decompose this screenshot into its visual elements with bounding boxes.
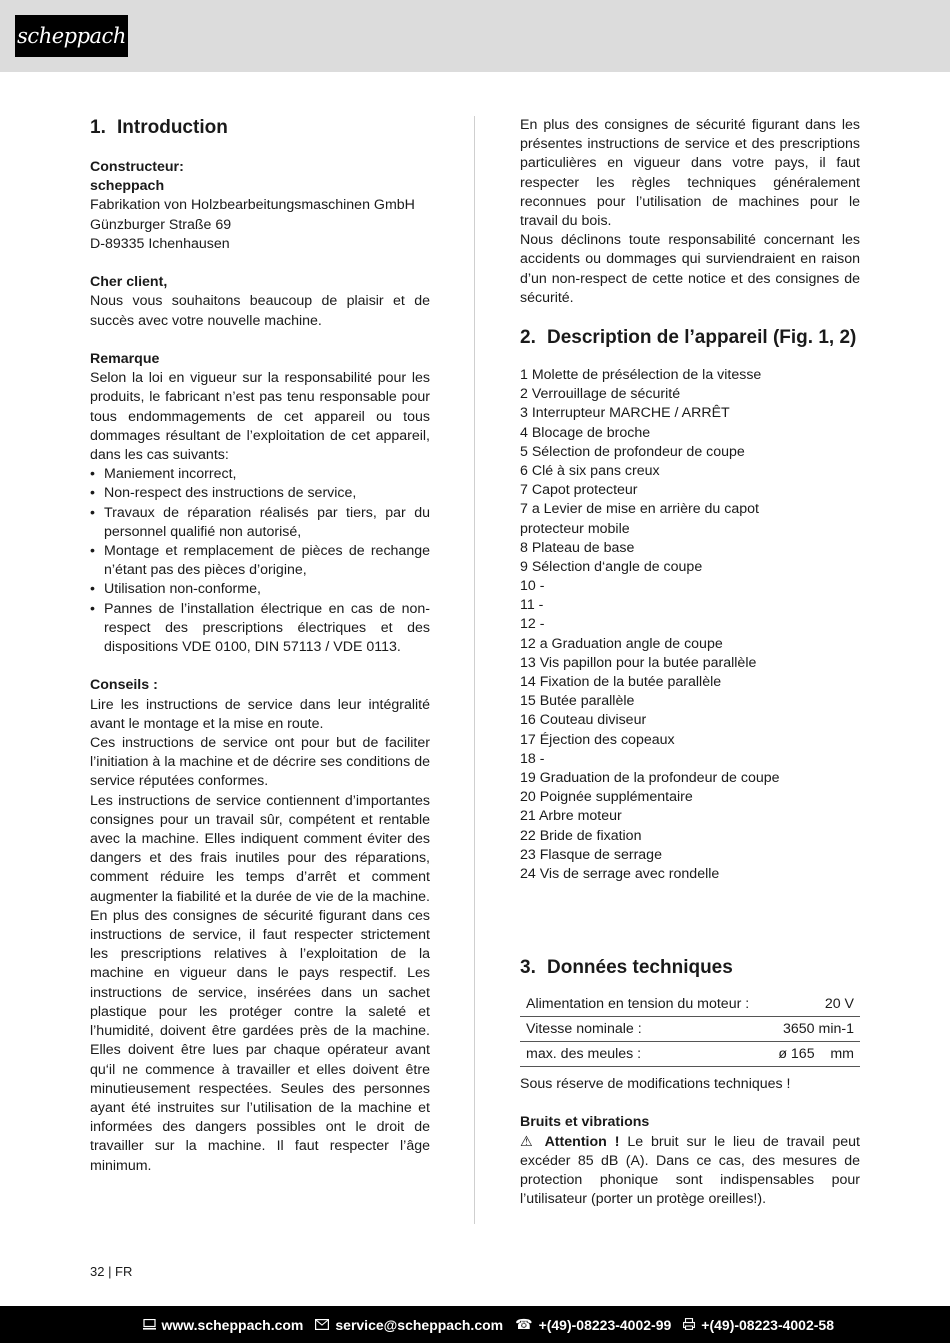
list-item: 20 Poignée supplémentaire [520,789,693,806]
page-number: 32 | FR [90,1264,133,1279]
client-text: Nous vous souhaitons beaucoup de plaisir et de succès avec votre nouvelle machine. [90,293,430,329]
conseils-paragraph: Lire les instructions de service dans leur intégralité avant le montage et la mise en route. [90,696,430,732]
section-title: Description de l’appareil (Fig. 1, 2) [547,327,857,349]
list-item: 2 Verrouillage de sécurité [520,386,681,403]
list-item: 19 Graduation de la profondeur de coupe [520,769,780,786]
reserve-note: Sous réserve de modifications techniques ! [520,1076,791,1093]
section-number: 3. [520,957,536,979]
spec-label: max. des meules : [526,1046,642,1063]
conseils-paragraph: Ces instructions de service ont pour but de faciliter l’initiation à la machine et de décrire ses conditions de service réputées conformes. [90,735,430,790]
section-title: Données techniques [547,957,733,979]
list-item: 23 Flasque de serrage [520,846,662,863]
section-number: 1. [90,117,106,138]
attention-body: Le bruit sur le lieu de travail peut excéder 85 dB (A). Dans ce cas, des mesures de protection phonique sont indispensables pour l’utilisateur (porter un protège oreilles!). [520,1133,860,1208]
list-item: protecteur mobile [520,520,630,537]
remarque-label: Remarque [90,351,160,367]
spec-label: Alimentation en tension du moteur : [526,996,750,1013]
section-title: Introduction [117,117,228,138]
list-item: 24 Vis de serrage avec rondelle [520,865,720,882]
list-item: 10 - [520,578,545,595]
list-item: 15 Butée parallèle [520,693,635,710]
address-line: Fabrikation von Holzbearbeitungsmaschinen GmbH [90,197,415,214]
list-item: • Maniement incorrect, [90,465,430,484]
table-row [520,992,860,1017]
right-column [520,116,860,1210]
conseils-paragraph: Les instructions de service contiennent d’importantes consignes pour un travail sûr, compétent et rentable avec la machine. Elles indiquent comment éviter des dangers et des frais inutiles pour des réparations, comment réduire les temps d’arrêt et comment augmenter la fiabilité et la durée de vie de la machine. [90,792,430,905]
footer-web[interactable] [143,1317,304,1333]
page-header [0,0,950,72]
left-column [90,116,430,1176]
client-label: Cher client, [90,274,168,291]
list-item: 18 - [520,750,545,767]
spec-value: 20 V [824,996,854,1013]
footer-phone[interactable] [515,1316,671,1333]
list-item: 13 Vis papillon pour la butée parallèle [520,654,757,671]
bruits-label: Bruits et vibrations [520,1114,650,1131]
list-item: 1 Molette de présélection de la vitesse [520,367,762,384]
safety-paragraph: Nous déclinons toute responsabilité concernant les accidents ou dommages qui surviendraient en raison d’un non-respect de cette notice et des consignes de sécurité. [520,232,860,306]
parts-list [520,366,860,884]
footer-email-link[interactable]: service@scheppach.com [335,1316,504,1333]
spec-label: Vitesse nominale : [526,1021,642,1038]
footer-fax[interactable] [683,1317,834,1333]
mail-icon [315,1317,329,1333]
address-line: Günzburger Straße 69 [90,216,232,233]
fax-icon [683,1317,695,1333]
safety-paragraph: En plus des consignes de sécurité figurant dans les présentes instructions de service et des prescriptions particulières en vigueur dans votre pays, il faut respecter les règles techniques généralement reconnues pour l’utilisation de machines pour le travail du bois. [520,117,860,230]
list-item: 22 Bride de fixation [520,827,642,844]
warning-icon: ⚠ [520,1133,537,1150]
conseils-label: Conseils : [90,677,158,694]
table-row [520,1017,860,1042]
section-2-heading [520,326,860,350]
page-footer [0,1306,950,1343]
list-item: 3 Interrupteur MARCHE / ARRÊT [520,405,730,422]
constructeur-name: scheppach [90,178,165,195]
phone-icon: ☎ [515,1316,533,1332]
list-item: 21 Arbre moteur [520,808,622,825]
list-item: 9 Sélection d‘angle de coupe [520,558,703,575]
list-item: 6 Clé à six pans creux [520,462,660,479]
list-item: 17 Éjection des copeaux [520,731,675,748]
list-item: • Pannes de l’installation électrique en cas de non-respect des prescriptions électriques et des dispositions VDE 0100, DIN 57113 / VDE 0113. [90,600,430,658]
list-item: 12 - [520,616,545,633]
footer-fax-number[interactable]: +(49)-08223-4002-58 [701,1316,834,1333]
list-item: 7 Capot protecteur [520,482,638,499]
list-item: 4 Blocage de broche [520,424,651,441]
list-item: 8 Plateau de base [520,539,635,556]
list-item: 5 Sélection de profondeur de coupe [520,443,745,460]
spec-value: 3650 min-1 [783,1021,854,1038]
spec-value: ø 165 mm [778,1046,854,1063]
attention-text [520,1133,860,1210]
spec-table [520,992,860,1067]
conseils-paragraph: En plus des consignes de sécurité figurant dans ces instructions de service, il faut respecter strictement les prescriptions relatives à l’exploitation de la machine en vigueur dans le pays respectif. Les instructions de service, insérées dans un sachet plastique pour les protéger contre la saleté et l’humidité, doivent être gardées près de la machine. Elles doivent être lues par chaque opérateur avant qu‘il ne commence à travailler et elles doivent être minutieusement respectées. Seules des personnes ayant été instruites sur l’utilisation de la machine et informées des dangers possibles ont le droit de travailler sur la machine. Il faut respecter l’âge minimum. [90,907,430,1174]
list-item: 11 - [520,597,544,614]
list-item: • Utilisation non-conforme, [90,580,430,599]
table-row [520,1042,860,1067]
section-3-heading [520,956,860,980]
section-1-heading [90,116,430,140]
list-item: • Travaux de réparation réalisés par tiers, par du personnel qualifié non autorisé, [90,504,430,542]
section-number: 2. [520,327,536,349]
attention-label: Attention ! [544,1133,620,1150]
footer-phone-number[interactable]: +(49)-08223-4002-99 [538,1316,672,1333]
list-item: 16 Couteau diviseur [520,712,647,729]
list-item: • Non-respect des instructions de service, [90,484,430,503]
column-divider [474,116,475,1224]
footer-web-link[interactable]: www.scheppach.com [161,1316,304,1333]
scheppach-logo: scheppach [15,15,128,57]
list-item: 14 Fixation de la butée parallèle [520,674,722,691]
address-line: D-89335 Ichenhausen [90,235,230,252]
list-item: 12 a Graduation angle de coupe [520,635,723,652]
list-item: • Montage et remplacement de pièces de rechange n’étant pas des pièces d’origine, [90,542,430,580]
remarque-text: Selon la loi en vigueur sur la responsabilité pour les produits, le fabricant n’est pas tenu responsable pour tous endommagements de cet appareil ou tous dommages résultant de l’exploitation de cet appareil, dans les cas suivants: [90,370,430,464]
liability-list [90,465,430,657]
computer-icon [143,1317,156,1333]
list-item: 7 a Levier de mise en arrière du capot [520,501,759,518]
constructeur-label: Constructeur: [90,159,184,175]
footer-email[interactable] [315,1317,503,1333]
